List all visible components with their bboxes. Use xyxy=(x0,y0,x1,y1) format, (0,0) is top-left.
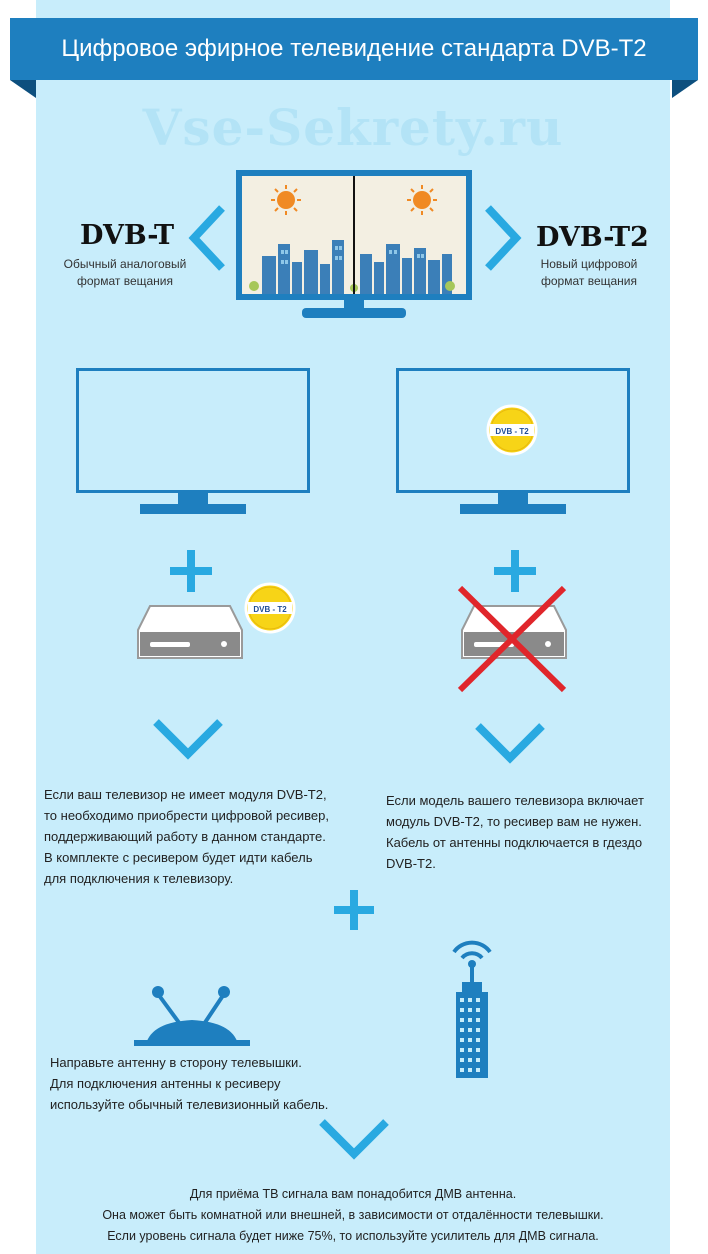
plus-icon-left xyxy=(170,550,212,592)
page-title: Цифровое эфирное телевидение стандарта DVB-T2 xyxy=(61,35,647,62)
footer-text-line: Она может быть комнатной или внешней, в зависимости от отдалённости телевышки. xyxy=(102,1208,604,1222)
chevron-down-icon-right xyxy=(474,722,546,764)
right-text-block xyxy=(386,790,686,874)
antenna-text-line: Направьте антенну в сторону телевышки. xyxy=(50,1055,302,1070)
watermark: Vse-Sekrety.ru xyxy=(142,98,564,157)
tv-city-icon xyxy=(236,170,472,322)
right-text-line: Кабель от антенны подключается в гдездо xyxy=(386,835,643,850)
right-text-line: DVB-T2. xyxy=(386,856,436,871)
format-right-name: DVB-T2 xyxy=(536,222,649,253)
tv-tower-icon xyxy=(442,930,502,1080)
left-text-line: поддерживающий работу в данном стандарте. xyxy=(44,829,326,844)
format-left-desc-line1: Обычный аналоговый xyxy=(63,257,187,271)
cross-icon xyxy=(456,586,568,692)
left-text-line: то необходимо приобрести цифровой ресивер, xyxy=(44,808,330,823)
footer-text-line: Для приёма ТВ сигнала вам понадобится ДМВ антенна. xyxy=(189,1187,517,1201)
antenna-text-block xyxy=(50,1052,390,1115)
format-right-desc xyxy=(514,256,664,290)
format-right-desc-line1: Новый цифровой xyxy=(540,257,638,271)
right-text-line: модуль DVB-T2, то ресивер вам не нужен. xyxy=(386,814,642,829)
left-text-line: для подключения к телевизору. xyxy=(44,871,234,886)
right-text-line: Если модель вашего телевизора включает xyxy=(386,793,644,808)
footer-text-line: Если уровень сигнала будет ниже 75%, то используйте усилитель для ДМВ сигнала. xyxy=(107,1229,599,1243)
badge-text-right: DVB - T2 xyxy=(495,427,529,436)
dvb-t2-badge-icon xyxy=(486,404,538,456)
antenna-text-line: используйте обычный телевизионный кабель. xyxy=(50,1097,329,1112)
left-text-line: Если ваш телевизор не имеет модуля DVB-T2, xyxy=(44,787,327,802)
left-text-line: В комплекте с ресивером будет идти кабель xyxy=(44,850,313,865)
antenna-text-line: Для подключения антенны к ресиверу xyxy=(50,1076,281,1091)
format-left-desc xyxy=(50,256,200,290)
banner-fold-right xyxy=(672,80,698,98)
receiver-left-icon xyxy=(136,604,244,662)
tv-left-icon xyxy=(76,368,310,516)
plus-icon-center xyxy=(334,890,374,930)
footer-text-block xyxy=(36,1184,670,1247)
format-left-desc-line2: формат вещания xyxy=(77,274,173,288)
left-text-block xyxy=(44,784,344,889)
format-right-desc-line2: формат вещания xyxy=(541,274,637,288)
badge-text-receiver: DVB - T2 xyxy=(253,605,287,614)
dvb-t2-badge-receiver-icon xyxy=(244,582,296,634)
chevron-down-icon-center xyxy=(318,1118,390,1160)
banner-fold-left xyxy=(10,80,36,98)
format-left-name: DVB-T xyxy=(80,220,175,251)
chevron-down-icon-left xyxy=(152,718,224,760)
antenna-icon xyxy=(132,982,252,1048)
